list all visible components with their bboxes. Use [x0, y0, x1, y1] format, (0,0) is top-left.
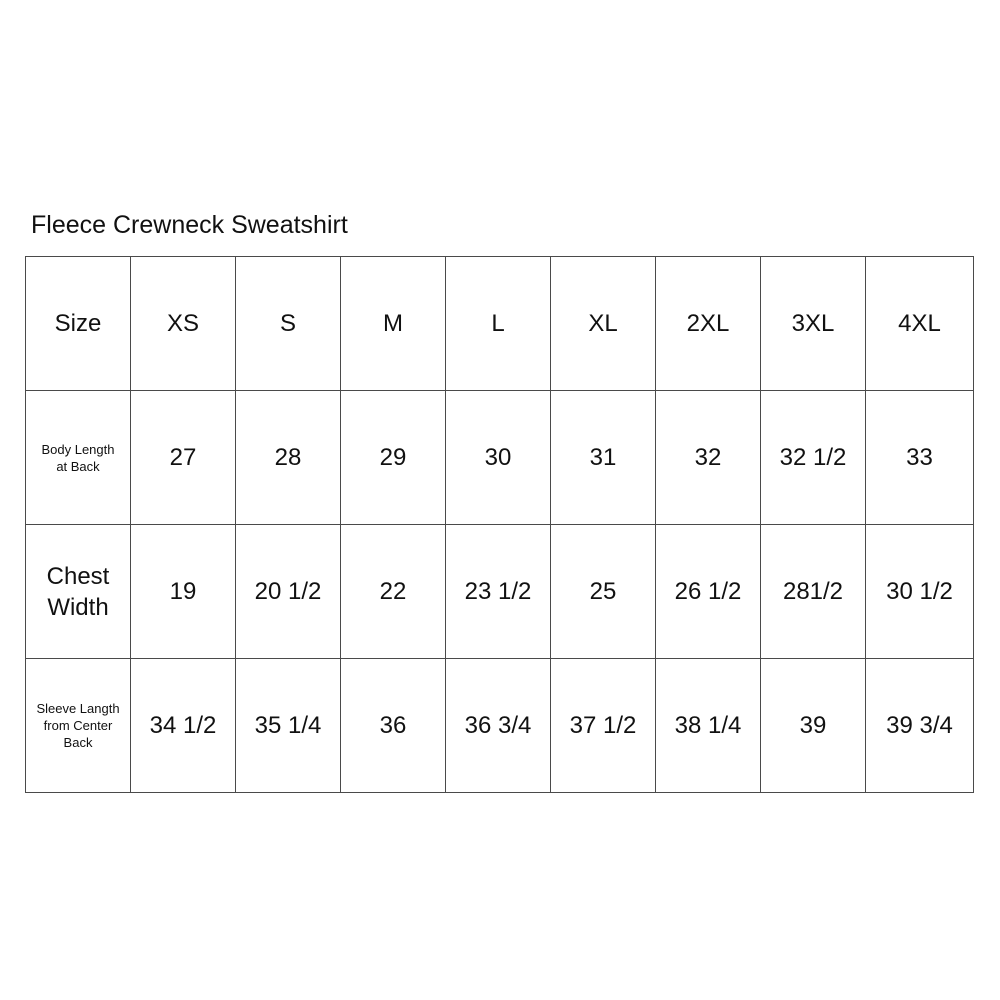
cell-chest-width-2xl: 26 1/2 — [656, 525, 761, 659]
cell-size-2xl: 2XL — [656, 257, 761, 391]
cell-size-m: M — [341, 257, 446, 391]
cell-body-length-xl: 31 — [551, 391, 656, 525]
row-label-size: Size — [26, 257, 131, 391]
cell-size-4xl: 4XL — [866, 257, 974, 391]
cell-chest-width-s: 20 1/2 — [236, 525, 341, 659]
row-label-sleeve-length: Sleeve Langth from Center Back — [26, 659, 131, 793]
cell-sleeve-length-3xl: 39 — [761, 659, 866, 793]
cell-body-length-xs: 27 — [131, 391, 236, 525]
cell-body-length-4xl: 33 — [866, 391, 974, 525]
size-chart-table — [25, 256, 974, 793]
cell-body-length-s: 28 — [236, 391, 341, 525]
cell-chest-width-3xl: 281/2 — [761, 525, 866, 659]
cell-chest-width-xl: 25 — [551, 525, 656, 659]
cell-sleeve-length-l: 36 3/4 — [446, 659, 551, 793]
cell-sleeve-length-xs: 34 1/2 — [131, 659, 236, 793]
row-label-chest-width: Chest Width — [26, 525, 131, 659]
cell-chest-width-4xl: 30 1/2 — [866, 525, 974, 659]
table-row-body-length — [26, 391, 974, 525]
cell-sleeve-length-2xl: 38 1/4 — [656, 659, 761, 793]
cell-chest-width-xs: 19 — [131, 525, 236, 659]
page-title: Fleece Crewneck Sweatshirt — [31, 211, 348, 239]
cell-size-xs: XS — [131, 257, 236, 391]
cell-sleeve-length-m: 36 — [341, 659, 446, 793]
cell-body-length-m: 29 — [341, 391, 446, 525]
cell-body-length-l: 30 — [446, 391, 551, 525]
cell-sleeve-length-s: 35 1/4 — [236, 659, 341, 793]
cell-body-length-3xl: 32 1/2 — [761, 391, 866, 525]
cell-chest-width-l: 23 1/2 — [446, 525, 551, 659]
cell-size-l: L — [446, 257, 551, 391]
cell-body-length-2xl: 32 — [656, 391, 761, 525]
cell-size-xl: XL — [551, 257, 656, 391]
cell-chest-width-m: 22 — [341, 525, 446, 659]
table-row-sleeve-length — [26, 659, 974, 793]
cell-size-3xl: 3XL — [761, 257, 866, 391]
table-row-chest-width — [26, 525, 974, 659]
cell-sleeve-length-xl: 37 1/2 — [551, 659, 656, 793]
cell-sleeve-length-4xl: 39 3/4 — [866, 659, 974, 793]
table-row-size — [26, 257, 974, 391]
row-label-body-length: Body Length at Back — [26, 391, 131, 525]
cell-size-s: S — [236, 257, 341, 391]
